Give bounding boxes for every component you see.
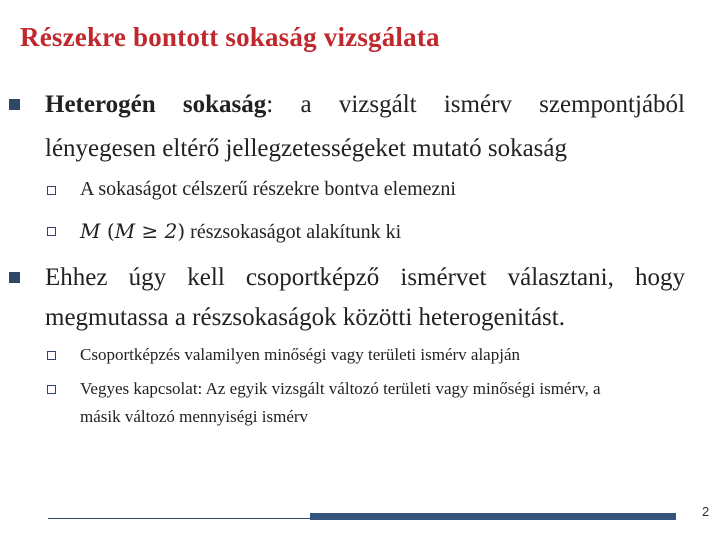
footer-bar [310,513,676,520]
hollow-square-icon [47,227,56,236]
hollow-square-icon [47,351,56,360]
footer-divider [48,518,310,519]
slide-title: Részekre bontott sokaság vizsgálata [20,22,440,52]
bullet-square-icon [9,272,20,283]
bullet2-sub2: Vegyes kapcsolat: Az egyik vizsgált változó területi vagy minőségi ismérv, a másik változó mennyiségi ismérv [80,379,601,426]
hollow-square-icon [47,186,56,195]
bullet2-line1: Ehhez úgy kell csoportképző ismérvet választani, hogy [45,264,685,291]
bullet1-sub1: A sokaságot célszerű részekre bontva elemezni [80,178,456,200]
page-number: 2 [702,504,710,519]
hollow-square-icon [47,385,56,394]
bullet1-sub2: M (M ≥ 2) részsokaságot alakítunk ki [80,219,402,243]
bullet2-line2: megmutassa a részsokaságok közötti heterogenitást. [45,304,565,331]
bullet1-line2: lényegesen eltérő jellegzetességeket mutató sokaság [45,135,568,162]
bullet2-sub1: Csoportképzés valamilyen minőségi vagy területi ismérv alapján [80,345,520,364]
bullet1-term: Heterogén sokaság [45,91,267,118]
math-expression: M (M ≥ 2) [80,219,186,243]
bullet1-line1 [45,82,685,128]
bullet1-line1-rest: : a vizsgált ismérv szempontjából [266,91,685,118]
bullet-square-icon [9,99,20,110]
